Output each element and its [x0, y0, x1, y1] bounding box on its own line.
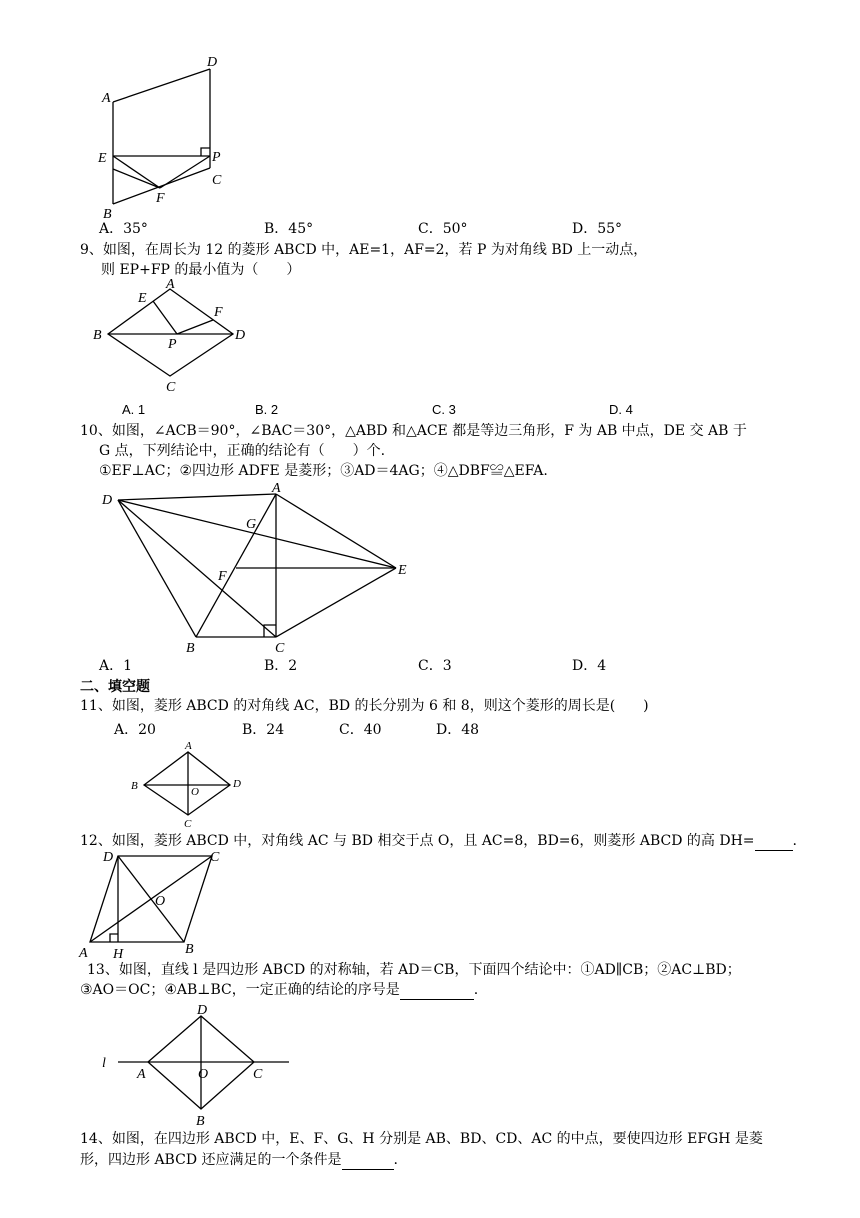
q10-label-c: C — [275, 641, 285, 656]
q10-option-a: A．1 — [99, 658, 133, 674]
q8-label-b: B — [103, 207, 112, 222]
q12-label-a: A — [79, 946, 88, 961]
q9-option-a: A. 1 — [122, 402, 146, 417]
q12-label-d: D — [103, 850, 114, 865]
q11-option-d: D．48 — [436, 722, 480, 738]
q9-label-e: E — [138, 291, 147, 306]
q8-option-b: B．45° — [264, 221, 314, 237]
q10-option-d: D．4 — [572, 658, 607, 674]
q10-stem-line1: 10、如图，∠ACB＝90°，∠BAC＝30°，△ABD 和△ACE 都是等边三角形，F 为 AB 中点，DE 交 AB 于 — [80, 423, 747, 439]
q11-label-d: D — [233, 778, 241, 790]
q9-label-b: B — [93, 328, 102, 343]
q13-stem-line2-text: ③AO＝OC；④AB⊥BC，一定正确的结论的序号是 — [80, 982, 400, 998]
q8-label-f: F — [156, 191, 165, 206]
q9-stem-line2: 则 EP+FP 的最小值为（ ） — [101, 262, 301, 278]
q14-stem-line2-text: 形，四边形 ABCD 还应满足的一个条件是 — [80, 1152, 342, 1168]
q9-label-a: A — [166, 277, 175, 292]
q12-stem-end: . — [792, 833, 797, 849]
q9-option-b: B. 2 — [255, 402, 279, 417]
q10-label-e: E — [398, 563, 407, 578]
q9-stem-line1: 9、如图，在周长为 12 的菱形 ABCD 中，AE=1，AF=2，若 P 为对角线 BD 上一动点， — [80, 242, 648, 258]
q13-label-c: C — [253, 1067, 263, 1082]
q8-label-d: D — [207, 55, 218, 70]
q14-stem-end: . — [393, 1152, 398, 1168]
q8-option-c: C．50° — [418, 221, 468, 237]
q13-label-b: B — [196, 1114, 205, 1129]
q10-label-d: D — [102, 493, 113, 508]
q10-stem-line3: ①EF⊥AC；②四边形 ADFE 是菱形；③AD＝4AG；④△DBF≌△EFA. — [99, 463, 548, 479]
q12-label-b: B — [185, 942, 194, 957]
q8-label-c: C — [212, 173, 222, 188]
q10-label-f: F — [218, 569, 227, 584]
q9-option-c: C. 3 — [432, 402, 456, 417]
q13-label-d: D — [197, 1003, 208, 1018]
q8-label-a: A — [102, 91, 111, 106]
q11-label-a: A — [185, 740, 192, 752]
q13-stem-line1: 13、如图，直线 l 是四边形 ABCD 的对称轴，若 AD＝CB，下面四个结论中：①AD∥CB；②AC⊥BD； — [87, 962, 741, 978]
q11-stem: 11、如图，菱形 ABCD 的对角线 AC，BD 的长分别为 6 和 8，则这个菱形的周长是( ) — [80, 698, 649, 714]
q11-option-c: C．40 — [339, 722, 382, 738]
q13-stem-end: . — [473, 982, 479, 998]
q9-label-d: D — [235, 328, 246, 343]
q12-stem-text: 12、如图，菱形 ABCD 中，对角线 AC 与 BD 相交于点 O，且 AC=8，BD=6，则菱形 ABCD 的高 DH= — [80, 833, 755, 849]
q10-label-a: A — [272, 481, 281, 496]
q8-option-d: D．55° — [572, 221, 623, 237]
q11-option-b: B．24 — [242, 722, 285, 738]
q11-option-a: A．20 — [114, 722, 156, 738]
q8-label-e: E — [98, 151, 107, 166]
q13-label-a: A — [137, 1067, 146, 1082]
q10-label-g: G — [246, 517, 257, 532]
q13-label-o: O — [198, 1067, 209, 1082]
section-title: 二、填空题 — [80, 678, 150, 694]
q10-option-c: C．3 — [418, 658, 452, 674]
q12-label-o: O — [155, 894, 166, 909]
q13-label-l: l — [102, 1056, 106, 1071]
q8-label-p: P — [212, 150, 221, 165]
q9-option-d: D. 4 — [609, 402, 633, 417]
q14-answer-blank[interactable] — [342, 1151, 394, 1170]
q14-stem-line2 — [80, 1151, 398, 1170]
q11-label-o: O — [191, 786, 199, 798]
q10-option-b: B．2 — [264, 658, 298, 674]
q14-stem-line1: 14、如图，在四边形 ABCD 中，E、F、G、H 分别是 AB、BD、CD、AC 的中点，要使四边形 EFGH 是菱 — [80, 1131, 763, 1147]
q9-label-f: F — [214, 305, 223, 320]
q10-label-b: B — [186, 641, 195, 656]
q12-label-c: C — [210, 850, 220, 865]
q9-label-c: C — [166, 380, 176, 395]
q9-label-p: P — [168, 337, 177, 352]
q8-option-a: A．35° — [99, 221, 148, 237]
q11-label-b: B — [131, 780, 138, 792]
q11-label-c: C — [184, 818, 192, 830]
q10-stem-line2: G 点，下列结论中，正确的结论有（ ）个. — [99, 443, 386, 459]
q12-label-h: H — [113, 947, 124, 962]
